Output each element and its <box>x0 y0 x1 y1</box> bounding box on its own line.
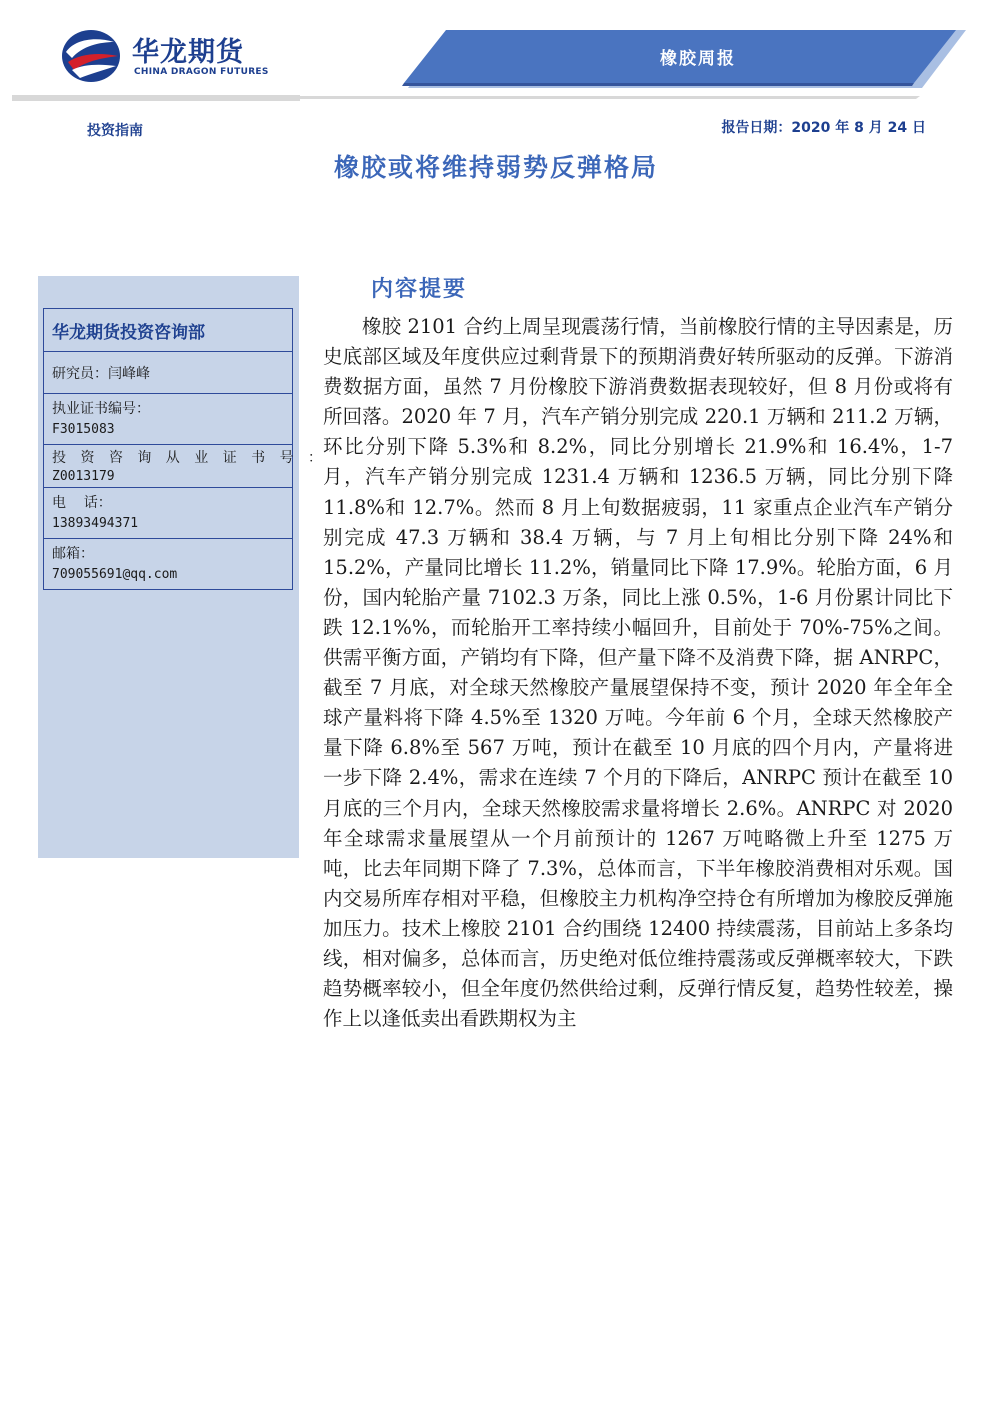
researcher-name: 研究员：闫峰峰 <box>44 352 292 394</box>
phone-label: 电 话： <box>52 495 112 511</box>
consult-cert-value: Z0013179 <box>52 469 115 484</box>
phone-value: 13893494371 <box>52 516 139 531</box>
report-date: 报告日期：2020 年 8 月 24 日 <box>721 120 926 136</box>
analyst-sidebar <box>38 276 328 858</box>
summary-heading: 内容提要 <box>371 277 468 302</box>
consult-cert-label: 投 资 咨 询 从 业 证 书 号 ： <box>52 450 328 466</box>
logo-english-text: CHINA DRAGON FUTURES <box>134 67 269 77</box>
analyst-info-box <box>43 308 328 590</box>
cert-block <box>44 394 292 445</box>
summary-body: 橡胶 2101 合约上周呈现震荡行情，当前橡胶行情的主导因素是，历史底部区域及年度供应过剩背景下的预期消费好转所驱动的反弹。下游消费数据方面，虽然 7 月份橡胶下游消费数据表现较好，但 8 月份或将有所回落。2020 年 7 月，汽车产销分别完成 220.1 万辆和 211.2 万辆，环比分别下降 5.3%和 8.2%，同比分别增长 21.9%和 16.4%，1-7 月，汽车产销分别完成 1231.4 万辆和 1236.5 万辆，同比分别下降 11.8%和 12.7%。然而 8 月上旬数据疲弱，11 家重点企业汽车产销分别完成 47.3 万辆和 38.4 万辆，与 7 月上旬相比分别下降 24%和 15.2%，产量同比增长 11.2%，销量同比下降 17.9%。轮胎方面，6 月份，国内轮胎产量 7102.3 万条，同比上涨 0.5%，1-6 月份累计同比下跌 12.1%%，而轮胎开工率持续小幅回升，目前处于 70%-75%之间。供需平衡方面，产销均有下降，但产量下降不及消费下降，据 ANRPC，截至 7 月底，对全球天然橡胶产量展望保持不变，预计 2020 年全年全球产量料将下降 4.5%至 1320 万吨。今年前 6 个月，全球天然橡胶产量下降 6.8%至 567 万吨，预计在截至 10 月底的四个月内，产量将进一步下降 2.4%，需求在连续 7 个月的下降后，ANRPC 预计在截至 10 月底的三个月内，全球天然橡胶需求量将增长 2.6%。ANRPC 对 2020 年全球需求量展望从一个月前预计的 1267 万吨略微上升至 1275 万吨，比去年同期下降了 7.3%，总体而言，下半年橡胶消费相对乐观。国内交易所库存相对平稳，但橡胶主力机构净空持仓有所增加为橡胶反弹施加压力。技术上橡胶 2101 合约围绕 12400 持续震荡，目前站上多条均线，相对偏多，总体而言，历史绝对低位维持震荡或反弹概率较大，下跌趋势概率较小，但全年度仍然供给过剩，反弹行情反复，趋势性较差，操作上以逢低卖出看跌期权为主 <box>323 315 953 1031</box>
page-title: 橡胶或将维持弱势反弹格局 <box>333 153 658 182</box>
consult-cert-block <box>44 445 328 488</box>
department-name: 华龙期货投资咨询部 <box>44 309 292 352</box>
report-category: 投资指南 <box>87 123 143 139</box>
logo-chinese-text: 华龙期货 <box>132 37 244 68</box>
email-label: 邮箱： <box>52 546 94 562</box>
email-block <box>44 539 292 589</box>
cert-value: F3015083 <box>52 422 115 437</box>
phone-block <box>44 488 292 539</box>
dragon-logo-icon <box>60 26 124 86</box>
banner-title: 橡胶周报 <box>660 49 736 69</box>
cert-label: 执业证书编号： <box>52 401 150 417</box>
company-logo <box>60 26 300 86</box>
email-value: 709055691@qq.com <box>52 567 178 582</box>
